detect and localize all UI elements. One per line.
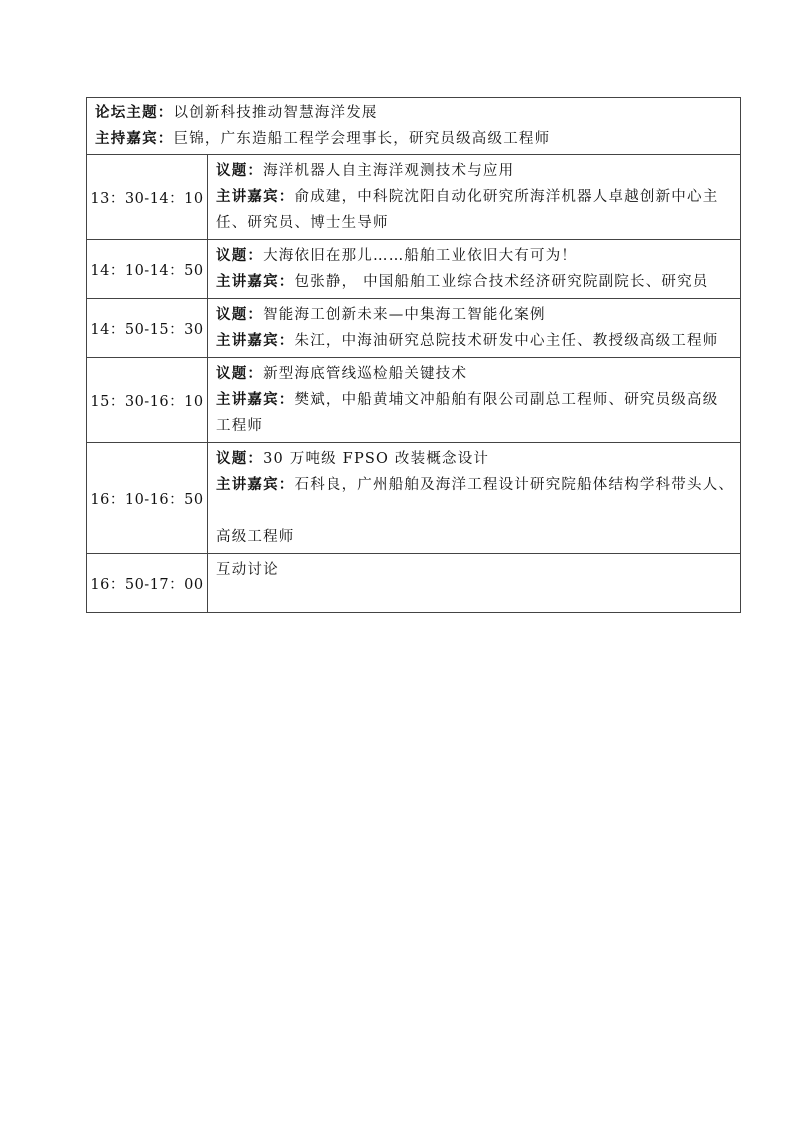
forum-host-value: 巨锦，广东造船工程学会理事长，研究员级高级工程师: [173, 131, 551, 147]
session-topic: 智能海工创新未来—中集海工智能化案例: [263, 307, 546, 323]
session-speaker-continued: 工程师: [216, 418, 264, 434]
session-topic-label: 议题：: [216, 162, 264, 179]
forum-host-line: [95, 126, 735, 152]
session-content: [208, 358, 741, 443]
line-gap: [216, 498, 735, 524]
session-speaker-label: 主讲嘉宾：: [216, 332, 295, 349]
session-speaker-continued: 高级工程师: [216, 529, 295, 545]
table-row: [87, 443, 741, 554]
session-topic: 大海依旧在那儿……船舶工业依旧大有可为！: [263, 248, 578, 264]
table-row: [87, 554, 741, 613]
session-topic-line: [216, 158, 735, 184]
session-speaker: 包张静， 中国船舶工业综合技术经济研究院副院长、研究员: [294, 274, 709, 290]
forum-theme-label: 论坛主题：: [95, 104, 174, 121]
session-time: 14：50-15：30: [87, 299, 208, 358]
session-speaker-line: [216, 184, 735, 210]
session-time: 16：50-17：00: [87, 554, 208, 613]
session-time: 13：30-14：10: [87, 155, 208, 240]
session-activity: 互动讨论: [216, 562, 279, 578]
session-topic-label: 议题：: [216, 450, 264, 467]
table-row: [87, 299, 741, 358]
table-row: [87, 358, 741, 443]
session-speaker-line: [216, 328, 735, 354]
session-topic-label: 议题：: [216, 306, 264, 323]
session-speaker-continued: 任、研究员、博士生导师: [216, 215, 389, 231]
session-topic: 海洋机器人自主海洋观测技术与应用: [263, 163, 515, 179]
forum-theme-value: 以创新科技推动智慧海洋发展: [173, 105, 378, 121]
session-speaker-label: 主讲嘉宾：: [216, 273, 295, 290]
session-content: [208, 443, 741, 554]
session-speaker: 石科良，广州船舶及海洋工程设计研究院船体结构学科带头人、: [294, 477, 735, 493]
session-content: [208, 155, 741, 240]
session-speaker-label: 主讲嘉宾：: [216, 476, 295, 493]
session-topic-label: 议题：: [216, 247, 264, 264]
session-topic: 新型海底管线巡检船关键技术: [263, 366, 468, 382]
forum-header-cell: [87, 98, 741, 155]
session-topic-label: 议题：: [216, 365, 264, 382]
session-speaker: 俞成建，中科院沈阳自动化研究所海洋机器人卓越创新中心主: [294, 189, 719, 205]
session-speaker-label: 主讲嘉宾：: [216, 391, 295, 408]
line-gap: [216, 583, 735, 609]
session-speaker-label: 主讲嘉宾：: [216, 188, 295, 205]
session-content: [208, 240, 741, 299]
session-topic-line: [216, 446, 735, 472]
session-time: 14：10-14：50: [87, 240, 208, 299]
session-speaker: 朱江，中海油研究总院技术研发中心主任、教授级高级工程师: [294, 333, 719, 349]
session-content: [208, 554, 741, 613]
forum-theme-line: [95, 100, 735, 126]
session-content: [208, 299, 741, 358]
session-topic-line: [216, 243, 735, 269]
table-row: [87, 155, 741, 240]
session-speaker-line: [216, 269, 735, 295]
session-topic-line: [216, 361, 735, 387]
session-time: 16：10-16：50: [87, 443, 208, 554]
session-speaker-line: [216, 387, 735, 413]
forum-header-row: [87, 98, 741, 155]
session-topic-line: [216, 302, 735, 328]
forum-host-label: 主持嘉宾：: [95, 130, 174, 147]
session-speaker: 樊斌，中船黄埔文冲船舶有限公司副总工程师、研究员级高级: [294, 392, 719, 408]
table-row: [87, 240, 741, 299]
session-topic: 30 万吨级 FPSO 改装概念设计: [263, 451, 490, 467]
forum-agenda-table: [86, 97, 741, 613]
session-speaker-line: [216, 472, 735, 498]
session-time: 15：30-16：10: [87, 358, 208, 443]
